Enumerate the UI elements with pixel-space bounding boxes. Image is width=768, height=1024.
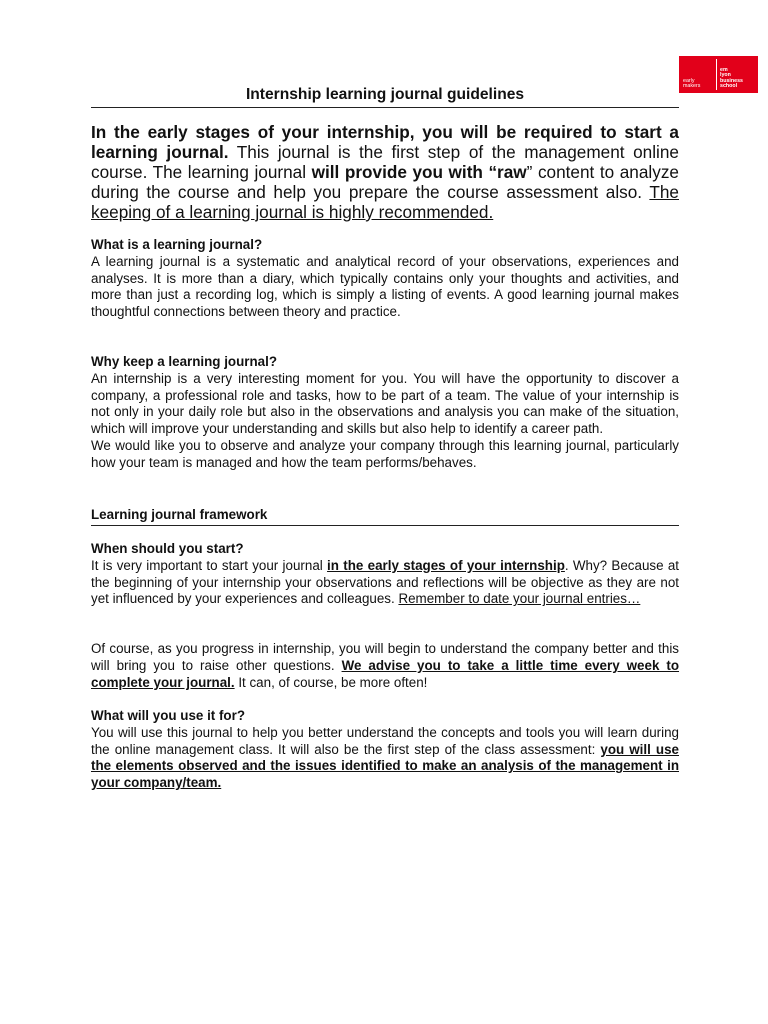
framework-heading: Learning journal framework [91,507,679,526]
school-logo [679,56,758,93]
when-start-reminder: Remember to date your journal entries… [398,591,641,607]
why-keep-body-2: We would like you to observe and analyze your company through this learning journal, particularly how your team is managed and how the team performs/behaves. [91,437,679,470]
section-progress [91,641,679,691]
logo-early-makers-text: early makers [683,77,701,90]
when-start-emphasis: in the early stages of your internship [327,557,565,573]
page-title: Internship learning journal guidelines [91,86,679,108]
intro-bold-lead: In the early stages of your internship, you will be required to start a learning journal. [91,122,679,162]
intro-bold-raw: will provide you with “raw [311,162,527,182]
why-keep-body-1: An internship is a very interesting moment for you. You will have the opportunity to discover a company, a professional role and tasks, how to be part of a team. The value of your internship is not only in your daily role but also in the observations and analysis you can make of the situation, which will improve your understanding and skills but also help to identify a career path. [91,370,679,437]
heading-why-keep: Why keep a learning journal? [91,354,278,369]
heading-what-is: What is a learning journal? [91,237,263,252]
intro-paragraph: In the early stages of your internship, you will be required to start a learning journal. This journal is the first step of the management online course. The learning journal will provide you with “raw” content to analyze during the course and help you prepare the course assessment also. The keeping of a learning journal is highly recommended. [91,122,679,222]
heading-use-for: What will you use it for? [91,708,245,723]
when-start-body: It is very important to start your journal in the early stages of your internship. Why? Because at the beginning of your internship your observations and reflections will be objective as they are not yet influenced by your experiences and colleagues. Remember to date your journal entries… [91,557,680,607]
section-why-keep [91,354,679,472]
section-use-for [91,708,679,792]
logo-school-name-text: em lyon business school [720,66,743,90]
progress-advice: We advise you to take a little time every week to complete your journal. [91,657,680,690]
section-what-is [91,237,679,321]
section-when-start [91,541,679,608]
intro-recommendation: The keeping of a learning journal is highly recommended. [91,182,679,222]
progress-body: Of course, as you progress in internship, you will begin to understand the company better and this will bring you to raise other questions. We advise you to take a little time every week to complete your journal. It can, of course, be more often! [91,641,680,690]
what-is-body: A learning journal is a systematic and analytical record of your observations, experiences and analyses. It is more than a diary, which typically contains only your thoughts and activities, and more than just a recording log, which is simply a listing of events. A good learning journal makes thoughtful connections between theory and practice. [91,253,679,320]
use-for-body: You will use this journal to help you better understand the concepts and tools you will learn during the online management class. It will also be the first step of the class assessment: you will use the elements observed and the issues identified to make an analysis of the management in your company/team. [91,724,679,791]
heading-when-start: When should you start? [91,541,244,556]
use-for-emphasis: you will use the elements observed and the issues identified to make an analysis of the management in your company/team. [91,741,679,791]
